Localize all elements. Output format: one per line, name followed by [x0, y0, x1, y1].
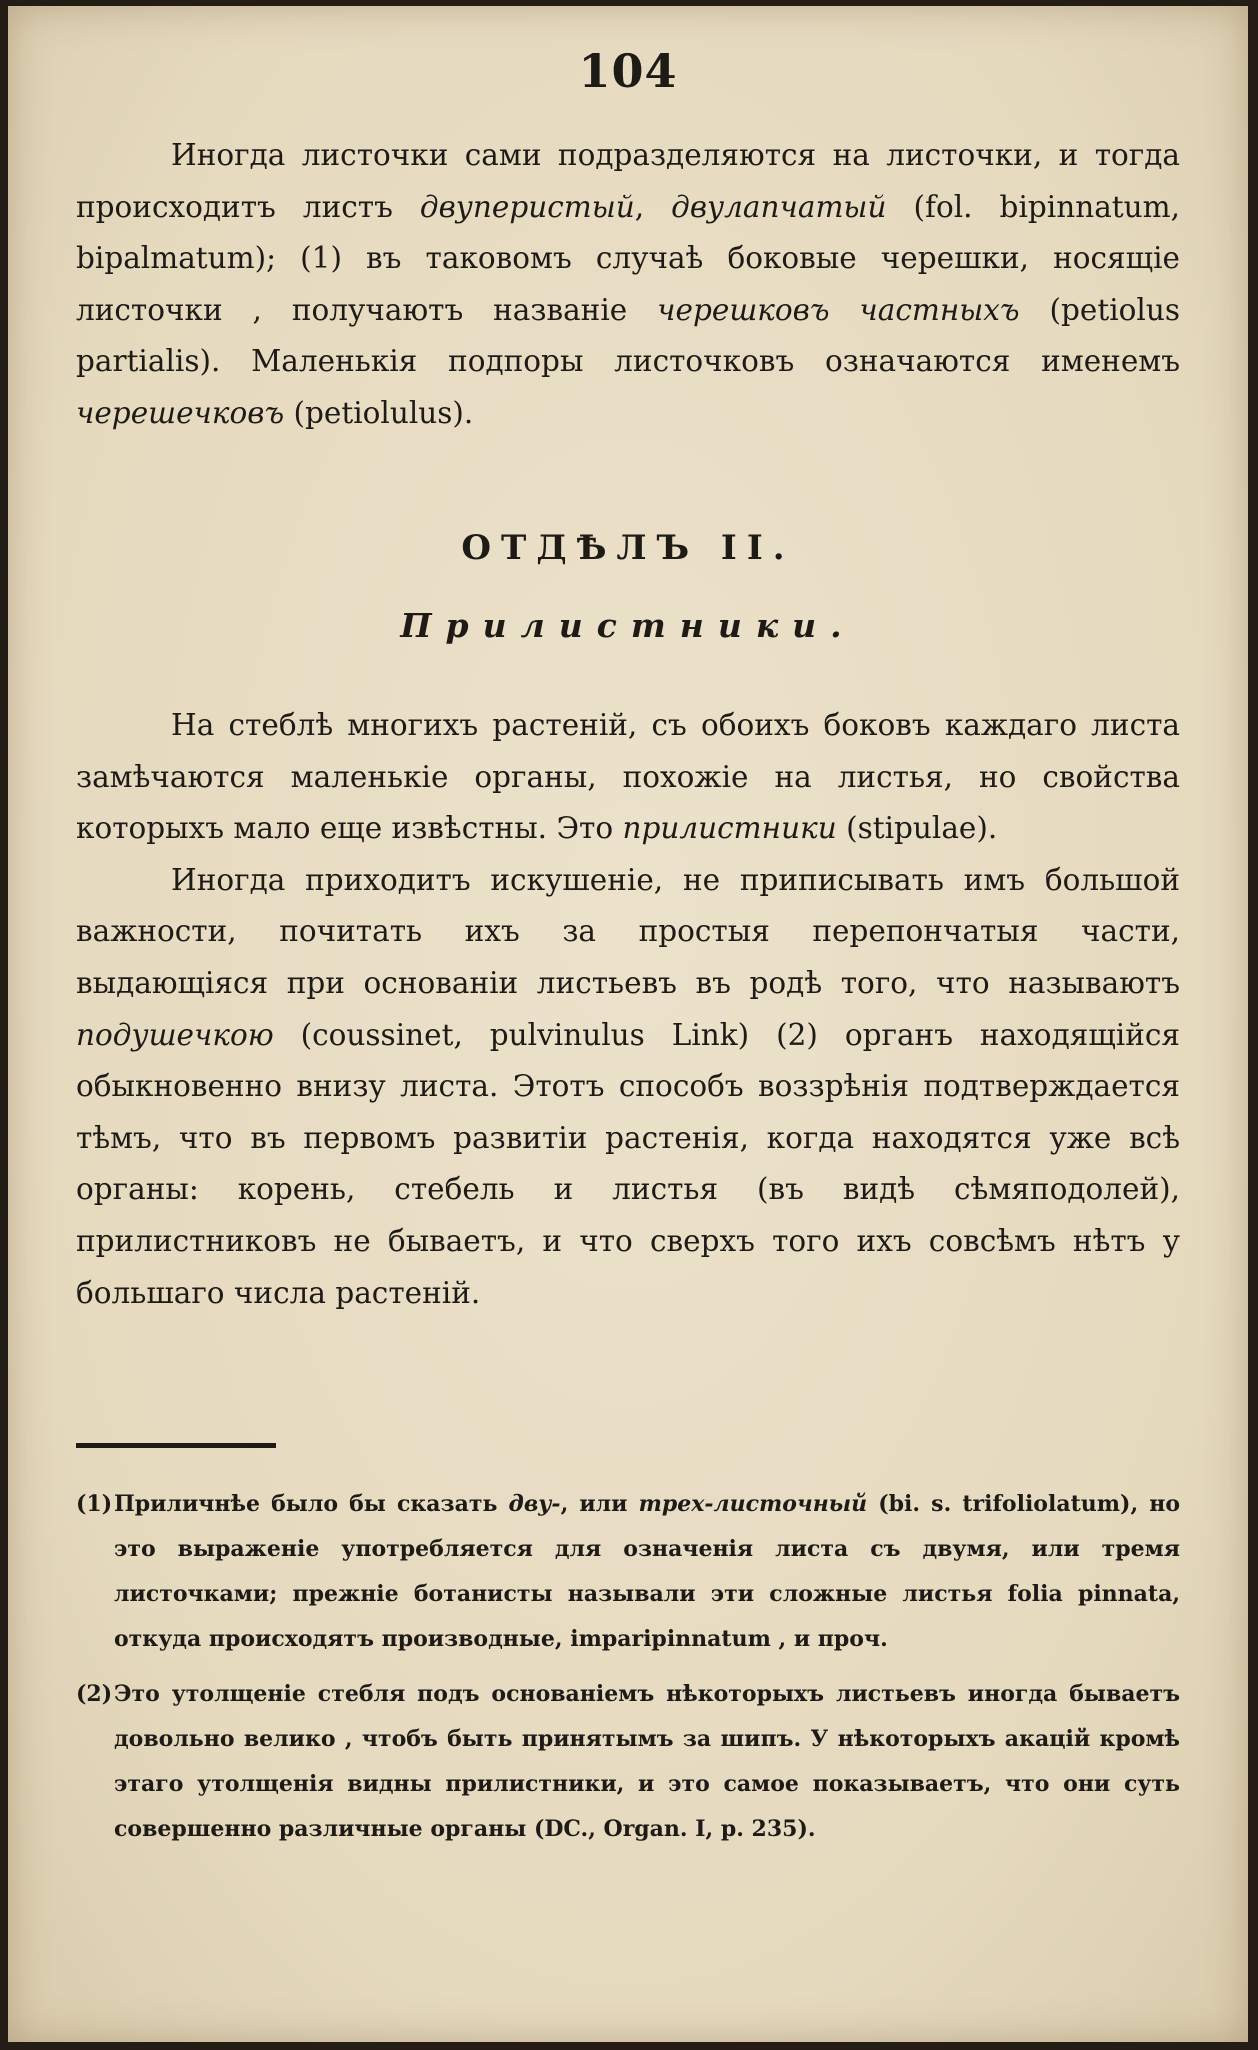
paragraph-stipules-definition — [76, 700, 1180, 855]
para2-text-1: Иногда приходитъ искушеніе, не приписывать имъ большой важности, почитать ихъ за простыя перепончатыя части, выдающіяся при основаніи листьевъ въ родѣ того, что называютъ — [76, 862, 1180, 1000]
intro-text-1: Иногда листочки сами подразделяются на листочки, и тогда происходитъ листъ — [76, 138, 1180, 224]
footnote-1-text-1: Приличнѣе было бы сказать — [114, 1491, 509, 1517]
para2-text-2: (coussinet, pulvinulus Link) (2) органъ находящійся обыкновенно внизу листа. Этотъ способъ воззрѣнія подтверждается тѣмъ, что въ первомъ развитіи растенія, когда находятся уже всѣ органы: корень, стебель и листья (въ видѣ сѣмяподолей), прилистниковъ не бываетъ, и что сверхъ того ихъ совсѣмъ нѣтъ у большаго числа растеній. — [76, 1017, 1180, 1310]
footnote-1-marker: (1) — [76, 1491, 113, 1517]
footnote-1-term-b: трех-листочный — [638, 1491, 868, 1517]
intro-text-3: (fol. bipinnatum, bipalmatum); (1) въ таковомъ случаѣ боковые черешки, носящіе листочки , получаютъ названіе — [76, 189, 1180, 327]
footnote-1-text-3: (bi. s. trifoliolatum), но это выраженіе употребляется для означенія листа съ двумя, или тремя листочками; прежніе ботанисты называли эти сложные листья folia pinnata, откуда происходятъ производные, imparipinnatum , и проч. — [114, 1491, 1181, 1652]
term-stipules: прилистники — [622, 811, 837, 846]
para1-text-2: (stipulae). — [836, 811, 998, 846]
intro-text-2: , — [634, 189, 672, 224]
intro-paragraph — [76, 130, 1180, 440]
intro-text-5: (petiolulus). — [284, 395, 474, 430]
footnote-2 — [76, 1672, 1180, 1852]
section-subtitle: Прилистники. — [400, 606, 856, 645]
section-title: ОТДѢЛЪ II. — [461, 528, 795, 568]
term-bipinnate: двуперистый — [419, 189, 635, 224]
page-number: 104 — [578, 44, 678, 98]
footnote-1-text-2: , или — [560, 1491, 639, 1517]
book-page — [8, 6, 1248, 2042]
term-bipalmate: двулапчатый — [671, 189, 887, 224]
stipules-paragraphs — [76, 700, 1180, 1319]
intro-text-4: (petiolus partialis). Маленькія подпоры листочковъ означаются именемъ — [76, 292, 1180, 379]
term-partial-petioles: черешковъ частныхъ — [657, 292, 1020, 327]
paragraph-stipules-discussion — [76, 855, 1180, 1319]
footnote-2-marker: (2) — [76, 1681, 113, 1707]
footnotes — [76, 1482, 1180, 1862]
footnote-2-text: Это утолщеніе стебля подъ основаніемъ нѣкоторыхъ листьевъ иногда бываетъ довольно велико , чтобъ быть принятымъ за шипъ. У нѣкоторыхъ акацій кромѣ этаго утолщенія видны прилистники, и это самое показываетъ, что они суть совершенно различные органы (DC., Organ. I, p. 235). — [114, 1681, 1180, 1842]
footnote-1 — [76, 1482, 1180, 1662]
term-petiolules: черешечковъ — [76, 395, 285, 430]
footnote-1-term-a: дву- — [508, 1491, 561, 1517]
para1-text-1: На стеблѣ многихъ растеній, съ обоихъ боковъ каждаго листа замѣчаются маленькіе органы, похожіе на листья, но свойства которыхъ мало еще извѣстны. Это — [76, 708, 1180, 846]
term-pulvinus: подушечкою — [76, 1017, 274, 1052]
footnote-separator — [76, 1443, 276, 1448]
